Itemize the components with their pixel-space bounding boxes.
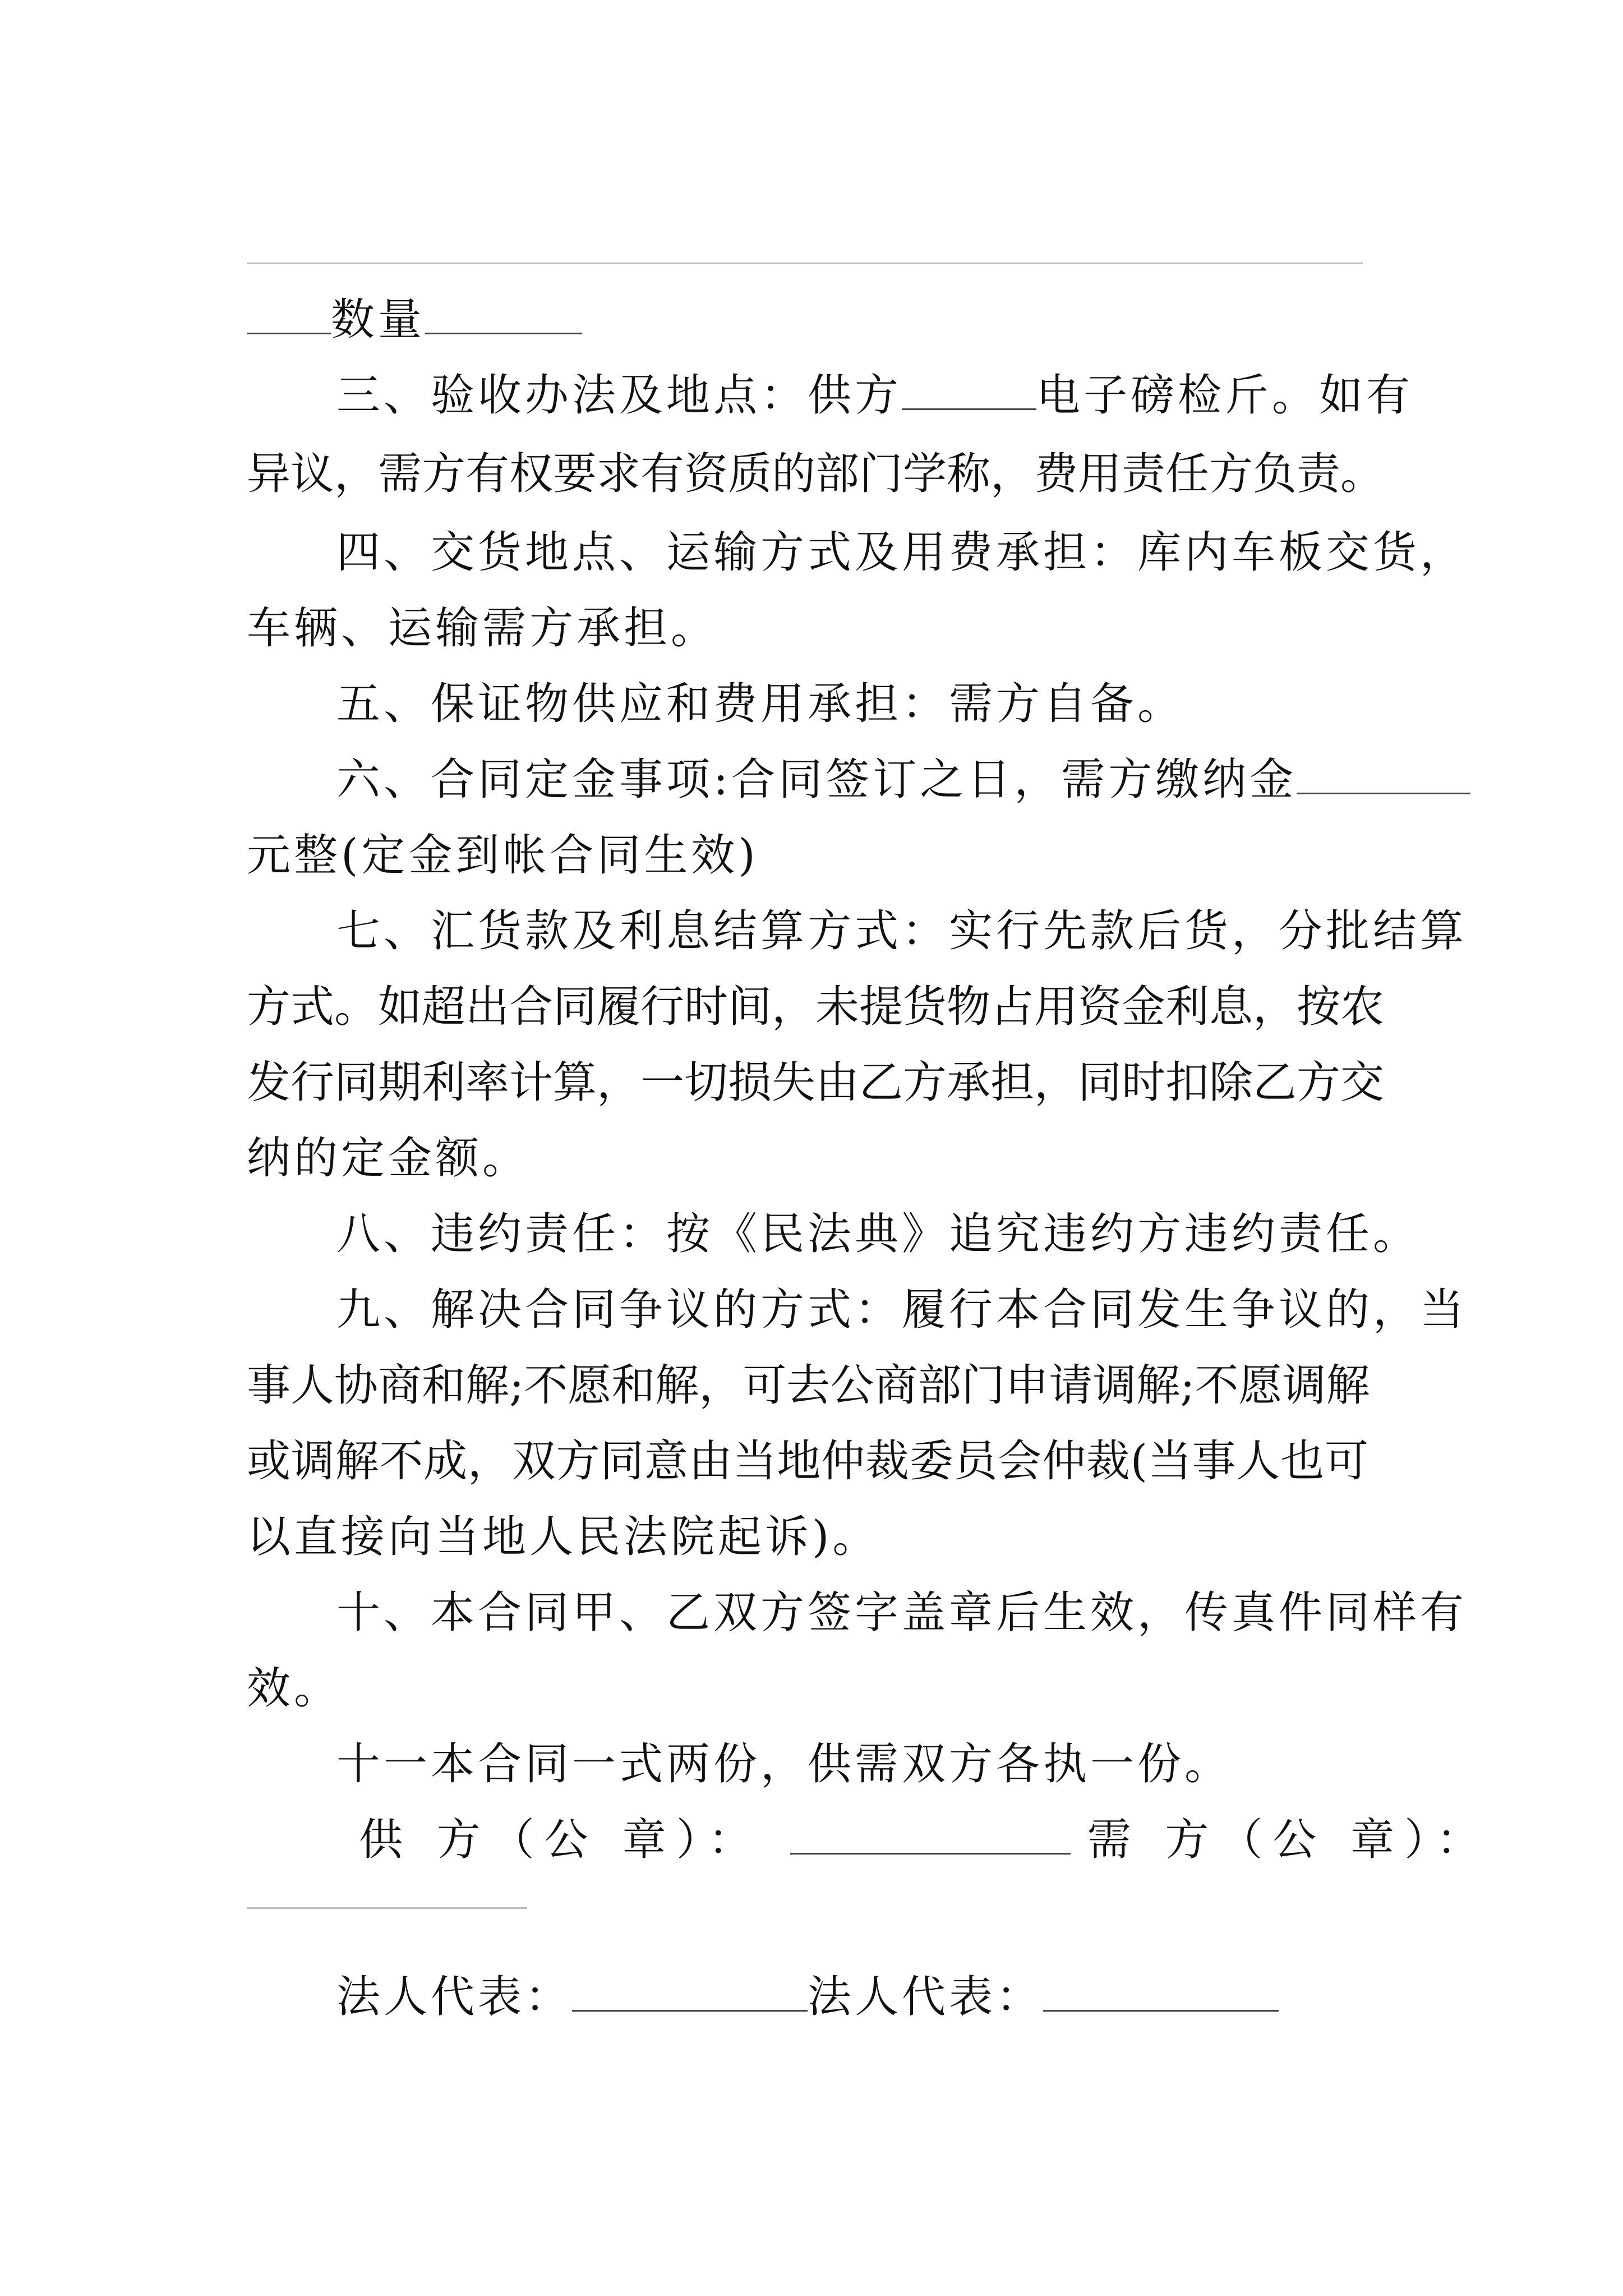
clause-11: 十一本合同一式两份，供需双方各执一份。 xyxy=(336,1739,1232,1789)
blank-field xyxy=(247,293,331,334)
legal-rep-line xyxy=(336,1969,1279,2025)
clause-9-line-4: 以直接向当地人民法院起诉)。 xyxy=(247,1512,880,1562)
supplier-rep-label: 法人代表： xyxy=(336,1972,573,2022)
clause-6-text-a: 六、合同定金事项:合同签订之日，需方缴纳金 xyxy=(336,754,1297,805)
clause-9-line-2: 事人协商和解;不愿和解，可去公商部门申请调解;不愿调解 xyxy=(247,1360,1370,1411)
clause-7-line-1: 七、汇货款及利息结算方式：实行先款后货，分批结算 xyxy=(336,906,1468,956)
clause-6-line-1 xyxy=(336,752,1470,808)
buyer-rep-label: 法人代表： xyxy=(808,1972,1044,2022)
quantity-line xyxy=(247,292,582,348)
top-divider xyxy=(247,263,1363,264)
clause-3-text-b: 电子磅检斤。如有 xyxy=(1036,370,1414,421)
blank-field xyxy=(572,1971,808,2012)
clause-9-line-1: 九、解决合同争议的方式：履行本合同发生争议的，当 xyxy=(336,1285,1468,1335)
clause-4-line-1: 四、交货地点、运输方式及用费承担：库内车板交货， xyxy=(336,527,1468,578)
clause-5: 五、保证物供应和费用承担：需方自备。 xyxy=(336,679,1185,729)
clause-6-line-2: 元整(定金到帐合同生效) xyxy=(247,830,759,881)
clause-10-line-2: 效。 xyxy=(247,1663,342,1714)
quantity-label: 数量 xyxy=(331,295,426,345)
clause-3-line-2: 异议，需方有权要求有资质的部门学称，费用责任方负责。 xyxy=(247,449,1385,499)
clause-8: 八、违约责任：按《民法典》追究违约方违约责任。 xyxy=(336,1209,1421,1259)
clause-3-text-a: 三、验收办法及地点：供方 xyxy=(336,370,902,421)
blank-field xyxy=(790,1814,1071,1855)
clause-7-line-4: 纳的定金额。 xyxy=(247,1133,530,1184)
clause-4-line-2: 车辆、运输需方承担。 xyxy=(247,603,718,654)
clause-9-line-3: 或调解不成，双方同意由当地仲裁委员会仲裁(当事人也可 xyxy=(247,1436,1368,1487)
clause-7-line-2: 方式。如超出合同履行时间，未提货物占用资金利息，按农 xyxy=(247,982,1385,1032)
clause-7-line-3: 发行同期利率计算，一切损失由乙方承担，同时扣除乙方交 xyxy=(247,1057,1385,1108)
clause-3-line-1 xyxy=(336,367,1413,424)
blank-field xyxy=(1043,1971,1279,2012)
buyer-seal-label: 需 方（公 章）： xyxy=(1087,1815,1491,1865)
clause-10-line-1: 十、本合同甲、乙双方签字盖章后生效，传真件同样有 xyxy=(336,1588,1468,1638)
blank-field xyxy=(425,293,582,334)
buyer-seal-blank xyxy=(247,1907,527,1909)
supplier-seal-label: 供 方（公 章）： xyxy=(359,1815,762,1865)
signature-seal-line xyxy=(359,1812,1490,1868)
blank-field xyxy=(1297,753,1470,794)
blank-field xyxy=(902,369,1036,410)
